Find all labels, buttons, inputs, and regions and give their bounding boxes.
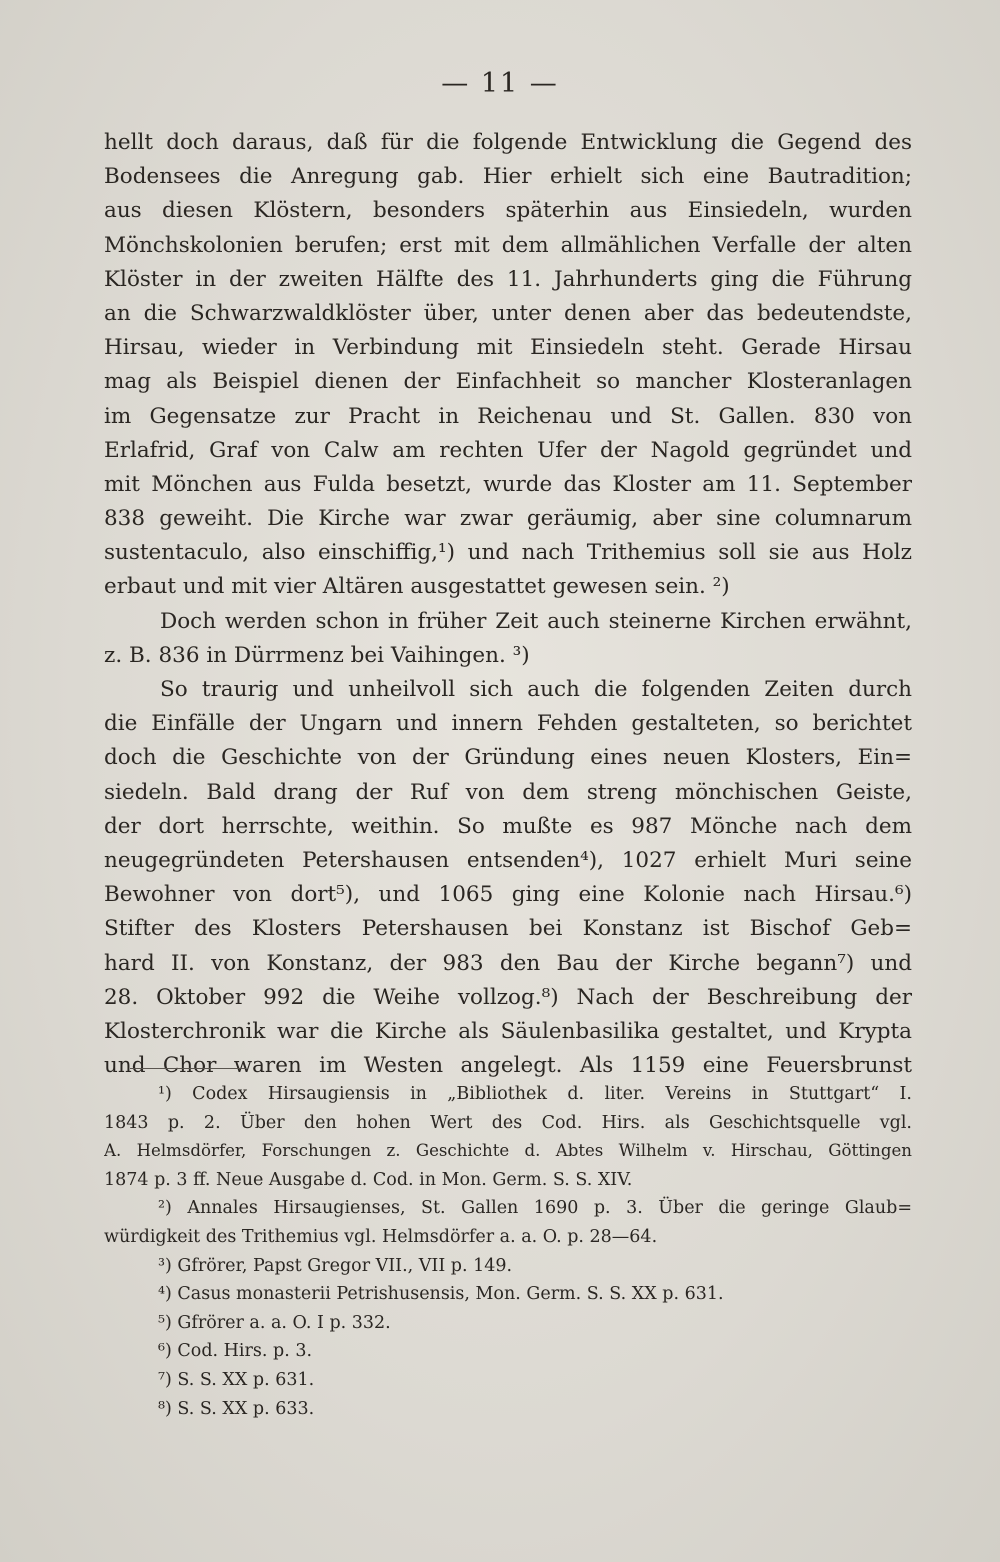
text-line: erbaut und mit vier Altären ausgestattet gewesen sein. ²)	[104, 574, 730, 600]
footnotes	[104, 1080, 912, 1423]
footnote-3: ³) Gfrörer, Papst Gregor VII., VII p. 149.	[158, 1255, 513, 1276]
text-line: die Einfälle der Ungarn und innern Fehden gestalteten, so berichtet	[104, 711, 912, 737]
text-line: Erlafrid, Graf von Calw am rechten Ufer der Nagold gegründet und	[104, 437, 912, 463]
footnote-separator	[130, 1068, 246, 1069]
text-line: der dort herrschte, weithin. So mußte es 987 Mönche nach dem	[104, 813, 912, 839]
text-line: Klosterchronik war die Kirche als Säulenbasilika gestaltet, und Krypta	[104, 1018, 912, 1044]
text-line: mit Mönchen aus Fulda besetzt, wurde das Kloster am 11. September	[104, 471, 912, 497]
main-text	[104, 126, 912, 1083]
text-line: siedeln. Bald drang der Ruf von dem streng mönchischen Geiste,	[104, 779, 912, 805]
text-line: Mönchskolonien berufen; erst mit dem allmählichen Verfalle der alten	[104, 232, 912, 258]
footnote-line: ²) Annales Hirsaugienses, St. Gallen 1690 p. 3. Über die geringe Glaub=	[158, 1198, 912, 1219]
footnote-line: ¹) Codex Hirsaugiensis in „Bibliothek d. liter. Vereins in Stuttgart“ I.	[158, 1084, 912, 1104]
footnote-6: ⁶) Cod. Hirs. p. 3.	[158, 1341, 313, 1362]
footnote-line: 1874 p. 3 ff. Neue Ausgabe d. Cod. in Mon. Germ. S. S. XIV.	[104, 1169, 633, 1190]
footnote-line: würdigkeit des Trithemius vgl. Helmsdörfer a. a. O. p. 28—64.	[104, 1226, 658, 1247]
footnote-line: 1843 p. 2. Über den hohen Wert des Cod. Hirs. als Geschichtsquelle vgl.	[104, 1112, 912, 1133]
footnote-8: ⁸) S. S. XX p. 633.	[158, 1398, 315, 1419]
page-number: — 11 —	[441, 68, 559, 99]
text-line: Stifter des Klosters Petershausen bei Konstanz ist Bischof Geb=	[104, 916, 912, 942]
text-line: an die Schwarzwaldklöster über, unter denen aber das bedeutendste,	[104, 300, 912, 326]
text-line: mag als Beispiel dienen der Einfachheit so mancher Klosteranlagen	[104, 369, 912, 395]
paragraph-1	[104, 126, 912, 605]
paragraph-2	[104, 605, 912, 673]
text-line: hard II. von Konstanz, der 983 den Bau der Kirche begann⁷) und	[104, 950, 912, 976]
footnote-4: ⁴) Casus monasterii Petrishusensis, Mon. Germ. S. S. XX p. 631.	[158, 1284, 724, 1305]
text-line: So traurig und unheilvoll sich auch die folgenden Zeiten durch	[160, 677, 912, 702]
footnote-5: ⁵) Gfrörer a. a. O. I p. 332.	[158, 1312, 391, 1333]
text-line: 838 geweiht. Die Kirche war zwar geräumig, aber sine columnarum	[104, 506, 912, 532]
text-line: Bewohner von dort⁵), und 1065 ging eine Kolonie nach Hirsau.⁶)	[104, 882, 912, 908]
text-line: neugegründeten Petershausen entsenden⁴), 1027 erhielt Muri seine	[104, 847, 912, 873]
text-line: z. B. 836 in Dürrmenz bei Vaihingen. ³)	[104, 642, 530, 668]
text-line: und Chor waren im Westen angelegt. Als 1159 eine Feuersbrunst	[104, 1053, 912, 1079]
text-line: sustentaculo, also einschiffig,¹) und nach Trithemius soll sie aus Holz	[104, 540, 912, 566]
text-line: im Gegensatze zur Pracht in Reichenau und St. Gallen. 830 von	[104, 403, 912, 429]
footnote-2	[104, 1194, 912, 1251]
footnote-7: ⁷) S. S. XX p. 631.	[158, 1369, 315, 1390]
text-line: 28. Oktober 992 die Weihe vollzog.⁸) Nach der Beschreibung der	[104, 984, 912, 1010]
text-line: Hirsau, wieder in Verbindung mit Einsiedeln steht. Gerade Hirsau	[104, 335, 912, 361]
text-line: Klöster in der zweiten Hälfte des 11. Jahrhunderts ging die Führung	[104, 266, 912, 292]
footnote-1	[104, 1080, 912, 1194]
text-line: hellt doch daraus, daß für die folgende Entwicklung die Gegend des	[104, 130, 912, 155]
text-line: Bodensees die Anregung gab. Hier erhielt sich eine Bautradition;	[104, 164, 912, 190]
paragraph-3	[104, 673, 912, 1083]
text-line: aus diesen Klöstern, besonders späterhin aus Einsiedeln, wurden	[104, 198, 912, 224]
text-line: Doch werden schon in früher Zeit auch steinerne Kirchen erwähnt,	[160, 608, 912, 634]
text-line: doch die Geschichte von der Gründung eines neuen Klosters, Ein=	[104, 745, 912, 771]
footnote-line: A. Helmsdörfer, Forschungen z. Geschichte d. Abtes Wilhelm v. Hirschau, Göttingen	[104, 1141, 912, 1161]
